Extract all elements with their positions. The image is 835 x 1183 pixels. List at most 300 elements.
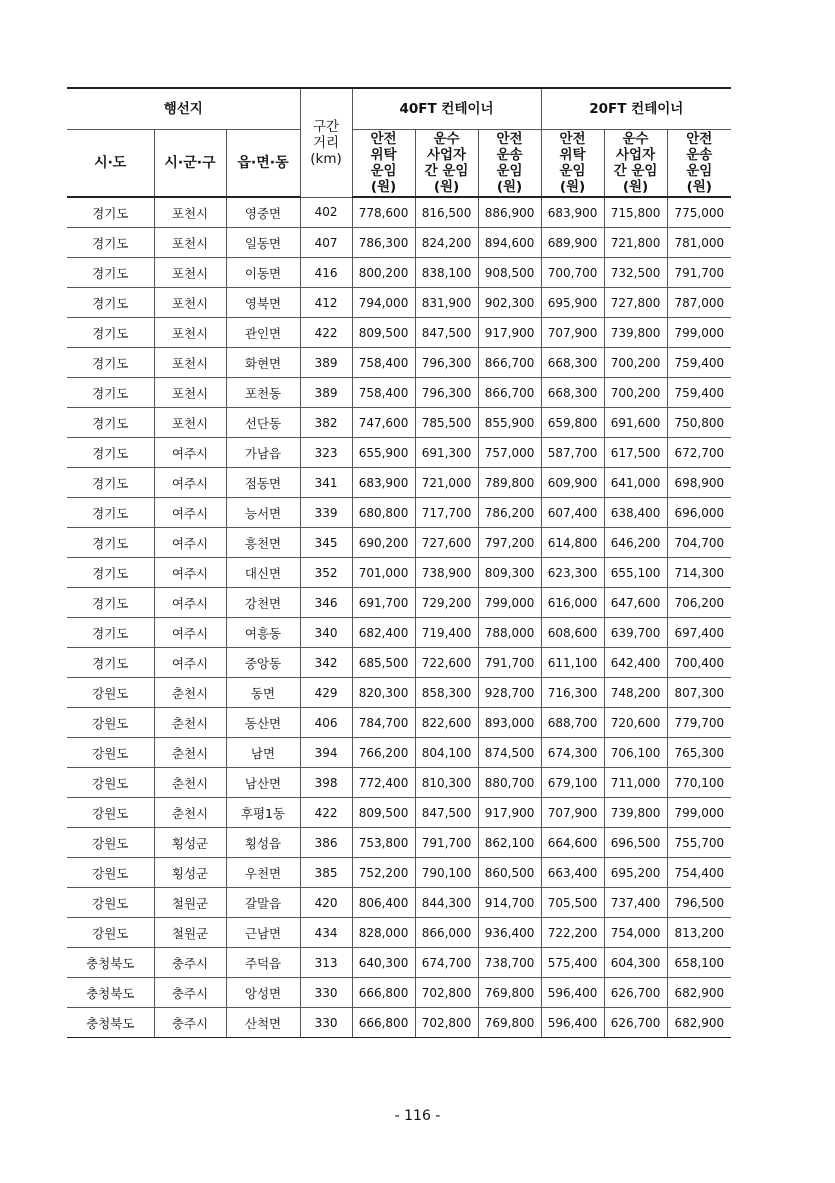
ft20-safe-consign-cell: 707,900 <box>541 798 604 828</box>
ft20-safe-consign-cell: 679,100 <box>541 768 604 798</box>
ft20-safe-consign-cell: 609,900 <box>541 468 604 498</box>
ft20-carrier-cell: 739,800 <box>604 318 667 348</box>
town-cell: 능서면 <box>226 498 300 528</box>
ft40-safe-transport-cell: 791,700 <box>478 648 541 678</box>
table-row <box>67 618 731 648</box>
ft40-safe-transport-cell: 757,000 <box>478 438 541 468</box>
ft20-safe-transport-cell: 658,100 <box>667 948 731 978</box>
ft40-safe-consign-cell: 778,600 <box>352 197 415 228</box>
city-cell: 포천시 <box>154 288 226 318</box>
distance-cell: 323 <box>300 438 352 468</box>
ft20-carrier-cell: 706,100 <box>604 738 667 768</box>
ft40-safe-transport-cell: 917,900 <box>478 318 541 348</box>
ft20-safe-transport-cell: 682,900 <box>667 1008 731 1038</box>
province-cell: 경기도 <box>67 438 154 468</box>
table-row <box>67 1008 731 1038</box>
province-cell: 강원도 <box>67 828 154 858</box>
town-cell: 남산면 <box>226 768 300 798</box>
distance-cell: 330 <box>300 978 352 1008</box>
distance-cell: 386 <box>300 828 352 858</box>
ft40-carrier-cell: 866,000 <box>415 918 478 948</box>
distance-cell: 429 <box>300 678 352 708</box>
ft20-safe-consign-cell: 700,700 <box>541 258 604 288</box>
city-cell: 춘천시 <box>154 738 226 768</box>
city-cell: 춘천시 <box>154 798 226 828</box>
ft20-carrier-cell: 647,600 <box>604 588 667 618</box>
ft40-carrier-cell: 729,200 <box>415 588 478 618</box>
ft40-carrier-cell: 847,500 <box>415 798 478 828</box>
ft20-safe-transport-cell: 770,100 <box>667 768 731 798</box>
ft20-safe-transport-cell: 672,700 <box>667 438 731 468</box>
ft20-safe-consign-cell: 695,900 <box>541 288 604 318</box>
city-cell: 횡성군 <box>154 828 226 858</box>
ft40-safe-consign-cell: 758,400 <box>352 378 415 408</box>
province-cell: 경기도 <box>67 348 154 378</box>
town-cell: 가남읍 <box>226 438 300 468</box>
city-cell: 충주시 <box>154 948 226 978</box>
ft20-carrier-cell: 626,700 <box>604 1008 667 1038</box>
ft20-carrier-cell: 715,800 <box>604 197 667 228</box>
ft40-carrier-cell: 810,300 <box>415 768 478 798</box>
ft20-safe-consign-cell: 614,800 <box>541 528 604 558</box>
province-cell: 강원도 <box>67 918 154 948</box>
town-cell: 여흥동 <box>226 618 300 648</box>
ft40-carrier-cell: 796,300 <box>415 378 478 408</box>
table-row <box>67 318 731 348</box>
town-cell: 동산면 <box>226 708 300 738</box>
town-cell: 강천면 <box>226 588 300 618</box>
ft40-safe-consign-cell: 753,800 <box>352 828 415 858</box>
province-cell: 강원도 <box>67 858 154 888</box>
ft40-safe-transport-cell: 788,000 <box>478 618 541 648</box>
ft40-safe-consign-cell: 809,500 <box>352 798 415 828</box>
ft20-safe-transport-cell: 813,200 <box>667 918 731 948</box>
city-cell: 철원군 <box>154 888 226 918</box>
ft20-safe-consign-cell: 623,300 <box>541 558 604 588</box>
ft40-carrier-cell: 785,500 <box>415 408 478 438</box>
ft20-carrier-cell: 646,200 <box>604 528 667 558</box>
city-cell: 포천시 <box>154 228 226 258</box>
town-header: 읍·면·동 <box>226 130 300 198</box>
ft20-safe-transport-cell: 697,400 <box>667 618 731 648</box>
table-row <box>67 258 731 288</box>
ft20-safe-transport-cell: 700,400 <box>667 648 731 678</box>
town-cell: 포천동 <box>226 378 300 408</box>
province-cell: 충청북도 <box>67 1008 154 1038</box>
province-cell: 경기도 <box>67 228 154 258</box>
page-number: - 116 - <box>394 1108 441 1124</box>
ft20-safe-consign-cell: 611,100 <box>541 648 604 678</box>
city-cell: 포천시 <box>154 408 226 438</box>
ft40-safe-consign-cell: 682,400 <box>352 618 415 648</box>
ft40-safe-transport-cell: 914,700 <box>478 888 541 918</box>
distance-cell: 346 <box>300 588 352 618</box>
town-cell: 산척면 <box>226 1008 300 1038</box>
ft40-safe-consign-cell: 666,800 <box>352 1008 415 1038</box>
distance-cell: 389 <box>300 348 352 378</box>
ft40-carrier-cell: 674,700 <box>415 948 478 978</box>
town-cell: 우천면 <box>226 858 300 888</box>
ft20-carrier-cell: 604,300 <box>604 948 667 978</box>
ft20-safe-consign-cell: 663,400 <box>541 858 604 888</box>
ft20-carrier-cell: 617,500 <box>604 438 667 468</box>
ft20-carrier-cell: 739,800 <box>604 798 667 828</box>
ft20-safe-transport-header: 안전 운송 운임 (원) <box>667 130 731 198</box>
ft20-safe-consign-header: 안전 위탁 운임 (원) <box>541 130 604 198</box>
ft40-safe-transport-cell: 799,000 <box>478 588 541 618</box>
table-row <box>67 888 731 918</box>
table-row <box>67 858 731 888</box>
table-row <box>67 288 731 318</box>
ft40-safe-consign-cell: 786,300 <box>352 228 415 258</box>
ft40-carrier-cell: 858,300 <box>415 678 478 708</box>
table-row <box>67 468 731 498</box>
town-cell: 근남면 <box>226 918 300 948</box>
table-row <box>67 798 731 828</box>
ft40-carrier-cell: 831,900 <box>415 288 478 318</box>
ft20-safe-transport-cell: 714,300 <box>667 558 731 588</box>
ft20-carrier-cell: 737,400 <box>604 888 667 918</box>
town-cell: 관인면 <box>226 318 300 348</box>
province-cell: 충청북도 <box>67 978 154 1008</box>
town-cell: 후평1동 <box>226 798 300 828</box>
ft20-safe-transport-cell: 796,500 <box>667 888 731 918</box>
town-cell: 대신면 <box>226 558 300 588</box>
ft20-safe-consign-cell: 607,400 <box>541 498 604 528</box>
ft40-safe-consign-cell: 794,000 <box>352 288 415 318</box>
ft40-safe-consign-cell: 784,700 <box>352 708 415 738</box>
ft40-carrier-cell: 796,300 <box>415 348 478 378</box>
province-cell: 경기도 <box>67 468 154 498</box>
ft40-carrier-cell: 691,300 <box>415 438 478 468</box>
distance-cell: 394 <box>300 738 352 768</box>
ft40-safe-transport-cell: 769,800 <box>478 1008 541 1038</box>
ft20-safe-consign-cell: 596,400 <box>541 1008 604 1038</box>
ft20-carrier-cell: 626,700 <box>604 978 667 1008</box>
ft20-carrier-cell: 748,200 <box>604 678 667 708</box>
province-cell: 경기도 <box>67 558 154 588</box>
town-cell: 선단동 <box>226 408 300 438</box>
ft40-carrier-cell: 738,900 <box>415 558 478 588</box>
distance-cell: 341 <box>300 468 352 498</box>
ft40-safe-consign-cell: 747,600 <box>352 408 415 438</box>
ft40-safe-transport-cell: 738,700 <box>478 948 541 978</box>
ft20-safe-consign-cell: 688,700 <box>541 708 604 738</box>
province-cell: 경기도 <box>67 618 154 648</box>
ft40-safe-transport-cell: 874,500 <box>478 738 541 768</box>
distance-cell: 407 <box>300 228 352 258</box>
ft40-safe-transport-cell: 908,500 <box>478 258 541 288</box>
town-cell: 횡성읍 <box>226 828 300 858</box>
ft40-safe-transport-cell: 789,800 <box>478 468 541 498</box>
ft20-carrier-cell: 721,800 <box>604 228 667 258</box>
ft20-carrier-cell: 641,000 <box>604 468 667 498</box>
ft20-safe-transport-cell: 696,000 <box>667 498 731 528</box>
ft20-safe-transport-cell: 807,300 <box>667 678 731 708</box>
city-cell: 포천시 <box>154 318 226 348</box>
table-row <box>67 978 731 1008</box>
town-cell: 동면 <box>226 678 300 708</box>
distance-cell: 339 <box>300 498 352 528</box>
ft20-safe-consign-cell: 705,500 <box>541 888 604 918</box>
ft40-safe-transport-cell: 880,700 <box>478 768 541 798</box>
ft40-safe-transport-cell: 866,700 <box>478 378 541 408</box>
table-row <box>67 378 731 408</box>
ft40-safe-transport-cell: 902,300 <box>478 288 541 318</box>
ft40-carrier-cell: 727,600 <box>415 528 478 558</box>
table-body <box>67 197 731 1038</box>
province-cell: 경기도 <box>67 648 154 678</box>
ft20-safe-transport-cell: 779,700 <box>667 708 731 738</box>
city-cell: 충주시 <box>154 1008 226 1038</box>
town-cell: 점동면 <box>226 468 300 498</box>
ft40-safe-consign-cell: 691,700 <box>352 588 415 618</box>
ft40-safe-transport-cell: 797,200 <box>478 528 541 558</box>
ft40-header: 40FT 컨테이너 <box>352 88 541 130</box>
ft20-safe-transport-cell: 799,000 <box>667 798 731 828</box>
city-cell: 충주시 <box>154 978 226 1008</box>
ft20-safe-transport-cell: 704,700 <box>667 528 731 558</box>
ft20-carrier-cell: 727,800 <box>604 288 667 318</box>
town-cell: 중앙동 <box>226 648 300 678</box>
ft40-carrier-cell: 722,600 <box>415 648 478 678</box>
distance-cell: 406 <box>300 708 352 738</box>
ft20-safe-consign-cell: 683,900 <box>541 197 604 228</box>
ft40-carrier-cell: 790,100 <box>415 858 478 888</box>
table-row <box>67 768 731 798</box>
ft20-carrier-cell: 642,400 <box>604 648 667 678</box>
table-row <box>67 678 731 708</box>
town-cell: 남면 <box>226 738 300 768</box>
table-row <box>67 408 731 438</box>
ft20-header: 20FT 컨테이너 <box>541 88 731 130</box>
distance-cell: 398 <box>300 768 352 798</box>
ft40-safe-consign-cell: 640,300 <box>352 948 415 978</box>
ft20-safe-transport-cell: 750,800 <box>667 408 731 438</box>
ft20-safe-transport-cell: 787,000 <box>667 288 731 318</box>
ft40-carrier-cell: 822,600 <box>415 708 478 738</box>
ft20-carrier-cell: 655,100 <box>604 558 667 588</box>
ft20-safe-transport-cell: 799,000 <box>667 318 731 348</box>
table-row <box>67 498 731 528</box>
city-cell: 여주시 <box>154 528 226 558</box>
city-cell: 여주시 <box>154 648 226 678</box>
city-cell: 여주시 <box>154 438 226 468</box>
ft40-safe-consign-cell: 680,800 <box>352 498 415 528</box>
ft20-safe-consign-cell: 722,200 <box>541 918 604 948</box>
distance-cell: 382 <box>300 408 352 438</box>
distance-cell: 422 <box>300 798 352 828</box>
ft40-safe-consign-cell: 683,900 <box>352 468 415 498</box>
city-cell: 횡성군 <box>154 858 226 888</box>
ft20-safe-consign-cell: 608,600 <box>541 618 604 648</box>
destination-header: 행선지 <box>67 88 300 130</box>
ft20-carrier-cell: 696,500 <box>604 828 667 858</box>
table-row <box>67 648 731 678</box>
ft40-safe-transport-cell: 886,900 <box>478 197 541 228</box>
ft40-carrier-cell: 804,100 <box>415 738 478 768</box>
table-row <box>67 438 731 468</box>
ft20-safe-consign-cell: 716,300 <box>541 678 604 708</box>
province-cell: 경기도 <box>67 258 154 288</box>
ft40-safe-transport-cell: 893,000 <box>478 708 541 738</box>
ft20-safe-consign-cell: 596,400 <box>541 978 604 1008</box>
distance-cell: 434 <box>300 918 352 948</box>
ft40-carrier-header: 운수 사업자 간 운임 (원) <box>415 130 478 198</box>
ft20-safe-transport-cell: 759,400 <box>667 378 731 408</box>
ft20-safe-consign-cell: 659,800 <box>541 408 604 438</box>
ft40-safe-consign-cell: 820,300 <box>352 678 415 708</box>
ft40-safe-transport-cell: 862,100 <box>478 828 541 858</box>
ft40-safe-transport-cell: 769,800 <box>478 978 541 1008</box>
ft20-carrier-cell: 700,200 <box>604 378 667 408</box>
ft40-safe-consign-cell: 690,200 <box>352 528 415 558</box>
ft20-carrier-cell: 732,500 <box>604 258 667 288</box>
distance-cell: 412 <box>300 288 352 318</box>
ft20-carrier-cell: 691,600 <box>604 408 667 438</box>
city-cell: 춘천시 <box>154 708 226 738</box>
ft40-safe-transport-cell: 809,300 <box>478 558 541 588</box>
table-row <box>67 708 731 738</box>
city-cell: 여주시 <box>154 468 226 498</box>
province-cell: 강원도 <box>67 738 154 768</box>
city-cell: 춘천시 <box>154 768 226 798</box>
city-cell: 포천시 <box>154 197 226 228</box>
ft20-safe-consign-cell: 674,300 <box>541 738 604 768</box>
ft40-safe-consign-cell: 828,000 <box>352 918 415 948</box>
distance-cell: 389 <box>300 378 352 408</box>
ft40-safe-consign-cell: 701,000 <box>352 558 415 588</box>
distance-cell: 422 <box>300 318 352 348</box>
distance-cell: 416 <box>300 258 352 288</box>
province-cell: 경기도 <box>67 528 154 558</box>
ft20-safe-consign-cell: 689,900 <box>541 228 604 258</box>
ft40-safe-consign-cell: 772,400 <box>352 768 415 798</box>
ft40-safe-transport-cell: 936,400 <box>478 918 541 948</box>
distance-cell: 340 <box>300 618 352 648</box>
ft40-carrier-cell: 847,500 <box>415 318 478 348</box>
ft40-safe-transport-cell: 894,600 <box>478 228 541 258</box>
distance-cell: 345 <box>300 528 352 558</box>
ft20-carrier-cell: 711,000 <box>604 768 667 798</box>
table-row <box>67 918 731 948</box>
city-cell: 여주시 <box>154 618 226 648</box>
distance-cell: 313 <box>300 948 352 978</box>
ft20-carrier-cell: 700,200 <box>604 348 667 378</box>
town-cell: 앙성면 <box>226 978 300 1008</box>
province-cell: 강원도 <box>67 768 154 798</box>
distance-cell: 420 <box>300 888 352 918</box>
distance-cell: 402 <box>300 197 352 228</box>
ft40-safe-consign-cell: 655,900 <box>352 438 415 468</box>
ft40-carrier-cell: 838,100 <box>415 258 478 288</box>
ft40-safe-consign-cell: 800,200 <box>352 258 415 288</box>
ft40-carrier-cell: 844,300 <box>415 888 478 918</box>
city-cell: 포천시 <box>154 378 226 408</box>
ft20-safe-transport-cell: 791,700 <box>667 258 731 288</box>
table-row <box>67 558 731 588</box>
city-cell: 여주시 <box>154 588 226 618</box>
province-cell: 충청북도 <box>67 948 154 978</box>
province-cell: 경기도 <box>67 197 154 228</box>
table-row <box>67 197 731 228</box>
ft20-safe-transport-cell: 775,000 <box>667 197 731 228</box>
ft40-carrier-cell: 702,800 <box>415 978 478 1008</box>
ft20-carrier-cell: 720,600 <box>604 708 667 738</box>
city-cell: 철원군 <box>154 918 226 948</box>
town-cell: 갈말읍 <box>226 888 300 918</box>
ft20-safe-consign-cell: 668,300 <box>541 348 604 378</box>
ft40-safe-transport-cell: 855,900 <box>478 408 541 438</box>
ft20-safe-transport-cell: 765,300 <box>667 738 731 768</box>
ft20-safe-consign-cell: 707,900 <box>541 318 604 348</box>
table-row <box>67 348 731 378</box>
table-row <box>67 738 731 768</box>
ft40-safe-transport-header: 안전 운송 운임 (원) <box>478 130 541 198</box>
distance-cell: 330 <box>300 1008 352 1038</box>
table-row <box>67 528 731 558</box>
ft20-carrier-cell: 695,200 <box>604 858 667 888</box>
town-cell: 이동면 <box>226 258 300 288</box>
town-cell: 흥천면 <box>226 528 300 558</box>
ft40-safe-transport-cell: 928,700 <box>478 678 541 708</box>
table-row <box>67 948 731 978</box>
city-cell: 여주시 <box>154 558 226 588</box>
ft40-safe-transport-cell: 917,900 <box>478 798 541 828</box>
city-header: 시·군·구 <box>154 130 226 198</box>
ft40-carrier-cell: 719,400 <box>415 618 478 648</box>
distance-cell: 352 <box>300 558 352 588</box>
distance-cell: 385 <box>300 858 352 888</box>
ft20-safe-consign-cell: 587,700 <box>541 438 604 468</box>
ft20-safe-consign-cell: 575,400 <box>541 948 604 978</box>
table-row <box>67 828 731 858</box>
ft40-safe-consign-cell: 806,400 <box>352 888 415 918</box>
city-cell: 포천시 <box>154 258 226 288</box>
ft40-safe-transport-cell: 786,200 <box>478 498 541 528</box>
province-cell: 강원도 <box>67 798 154 828</box>
ft40-safe-consign-cell: 766,200 <box>352 738 415 768</box>
province-cell: 경기도 <box>67 588 154 618</box>
city-cell: 포천시 <box>154 348 226 378</box>
ft20-safe-transport-cell: 759,400 <box>667 348 731 378</box>
ft40-carrier-cell: 824,200 <box>415 228 478 258</box>
province-cell: 강원도 <box>67 888 154 918</box>
city-cell: 여주시 <box>154 498 226 528</box>
distance-cell: 342 <box>300 648 352 678</box>
ft20-carrier-cell: 638,400 <box>604 498 667 528</box>
ft20-safe-consign-cell: 616,000 <box>541 588 604 618</box>
ft40-carrier-cell: 791,700 <box>415 828 478 858</box>
province-cell: 강원도 <box>67 678 154 708</box>
ft40-carrier-cell: 702,800 <box>415 1008 478 1038</box>
ft20-safe-transport-cell: 781,000 <box>667 228 731 258</box>
table-row <box>67 588 731 618</box>
ft40-carrier-cell: 721,000 <box>415 468 478 498</box>
ft40-safe-transport-cell: 866,700 <box>478 348 541 378</box>
town-cell: 화현면 <box>226 348 300 378</box>
freight-rate-table <box>67 87 731 1038</box>
ft40-safe-consign-cell: 685,500 <box>352 648 415 678</box>
town-cell: 주덕읍 <box>226 948 300 978</box>
ft20-safe-transport-cell: 682,900 <box>667 978 731 1008</box>
ft20-safe-transport-cell: 755,700 <box>667 828 731 858</box>
table-row <box>67 228 731 258</box>
province-cell: 경기도 <box>67 498 154 528</box>
province-header: 시·도 <box>67 130 154 198</box>
town-cell: 영북면 <box>226 288 300 318</box>
ft40-carrier-cell: 717,700 <box>415 498 478 528</box>
